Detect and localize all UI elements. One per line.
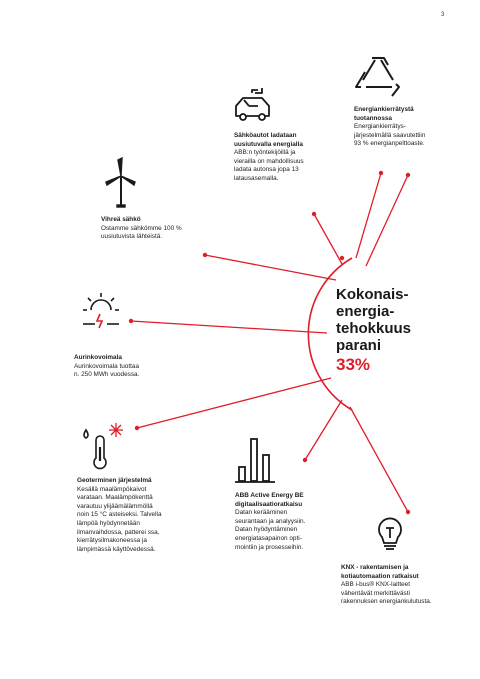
abb-ae-title: ABB Active Energy BE digitaalisaatioratkaisu bbox=[235, 492, 304, 508]
spoke-recycling-b bbox=[366, 175, 408, 266]
recycling-text: Energiankierrätys- järjestelmällä saavutettiin 93 % energianpelttoaste. bbox=[354, 123, 426, 148]
knx-text: ABB i-bus® KNX-laitteet vähentävät merkittävästi rakennuksen energiankulutusta. bbox=[341, 581, 432, 606]
geo-block bbox=[77, 477, 162, 554]
ev-title: Sähköautot ladataan uusiutuvalla energialla bbox=[234, 132, 303, 148]
page-number: 3 bbox=[441, 12, 445, 18]
spoke-recycling bbox=[356, 173, 381, 258]
bar-chart-icon bbox=[235, 439, 275, 482]
headline-line: tehokkuus bbox=[336, 320, 412, 337]
spoke-ev bbox=[314, 214, 342, 264]
recycle-icon bbox=[356, 58, 399, 96]
spoke-end-dot bbox=[406, 510, 410, 514]
headline-line: Kokonais- bbox=[336, 286, 409, 303]
geo-title: Geoterminen järjestelmä bbox=[77, 477, 152, 484]
spoke-knx bbox=[350, 407, 408, 512]
ev-text: ABB:n työntekijöillä ja vierailla on mahdollisuus ladata autonsa jopa 13 latausasemalla. bbox=[234, 149, 304, 182]
solar-text: Aurinkovoimala tuottaa n. 250 MWh vuodessa. bbox=[74, 362, 140, 379]
spoke-end-dot bbox=[129, 319, 133, 323]
wind-turbine-icon bbox=[106, 158, 135, 207]
wind-block bbox=[101, 216, 182, 242]
spoke-end-dot bbox=[203, 253, 207, 257]
wind-title: Vihreä sähkö bbox=[101, 216, 141, 223]
knx-block bbox=[341, 564, 432, 607]
abb-ae-block bbox=[235, 492, 305, 552]
spoke-abb bbox=[305, 400, 342, 460]
headline-percentage: 33% bbox=[336, 355, 371, 374]
lightbulb-icon bbox=[379, 518, 401, 549]
headline-line: parani bbox=[336, 337, 382, 354]
snowflake-icon bbox=[109, 423, 123, 437]
solar-title: Aurinkovoimala bbox=[74, 354, 122, 361]
spoke-end-dot bbox=[303, 458, 307, 462]
headline-line: energia- bbox=[336, 303, 395, 320]
ev-block bbox=[234, 132, 304, 184]
spoke-end-dot bbox=[135, 426, 139, 430]
wind-text: Ostamme sähkömme 100 % uusiutuvista lähteistä. bbox=[101, 224, 182, 241]
abb-ae-text: Datan kerääminen seurantaan ja analyysiin. Datan hyödyntäminen energiatasapainon opti- mointiin ja prosesseihin. bbox=[235, 509, 306, 551]
spoke-end-dot bbox=[379, 171, 383, 175]
headline-efficiency bbox=[336, 286, 411, 373]
spoke-end-dot bbox=[340, 256, 344, 260]
geo-text: Kesällä maalämpökaivot varataan. Maalämpökenttä varautuu ylijäämälämmöllä noin 15 °C asteiseksi. Talvella lämpöä hyödynnetään ilmanvaihdossa, patterei ssa, kierrätysilmakoneessa ja lämpimässä käyttövedessä. bbox=[77, 485, 162, 553]
knx-title: KNX - rakentamisen ja kotiautomaation ratkaisut bbox=[341, 564, 419, 580]
spoke-solar bbox=[131, 321, 327, 333]
sun-icon bbox=[83, 293, 119, 328]
spoke-geo bbox=[137, 378, 331, 428]
recycling-block bbox=[354, 106, 425, 149]
electric-car-icon bbox=[236, 88, 269, 120]
spoke-wind bbox=[205, 255, 336, 280]
solar-block bbox=[74, 354, 139, 380]
spoke-end-dot bbox=[312, 212, 316, 216]
spoke-end-dot bbox=[406, 173, 410, 177]
recycling-title: Energiankierrätystä tuotannossa bbox=[354, 106, 414, 122]
thermometer-icon bbox=[84, 430, 106, 468]
